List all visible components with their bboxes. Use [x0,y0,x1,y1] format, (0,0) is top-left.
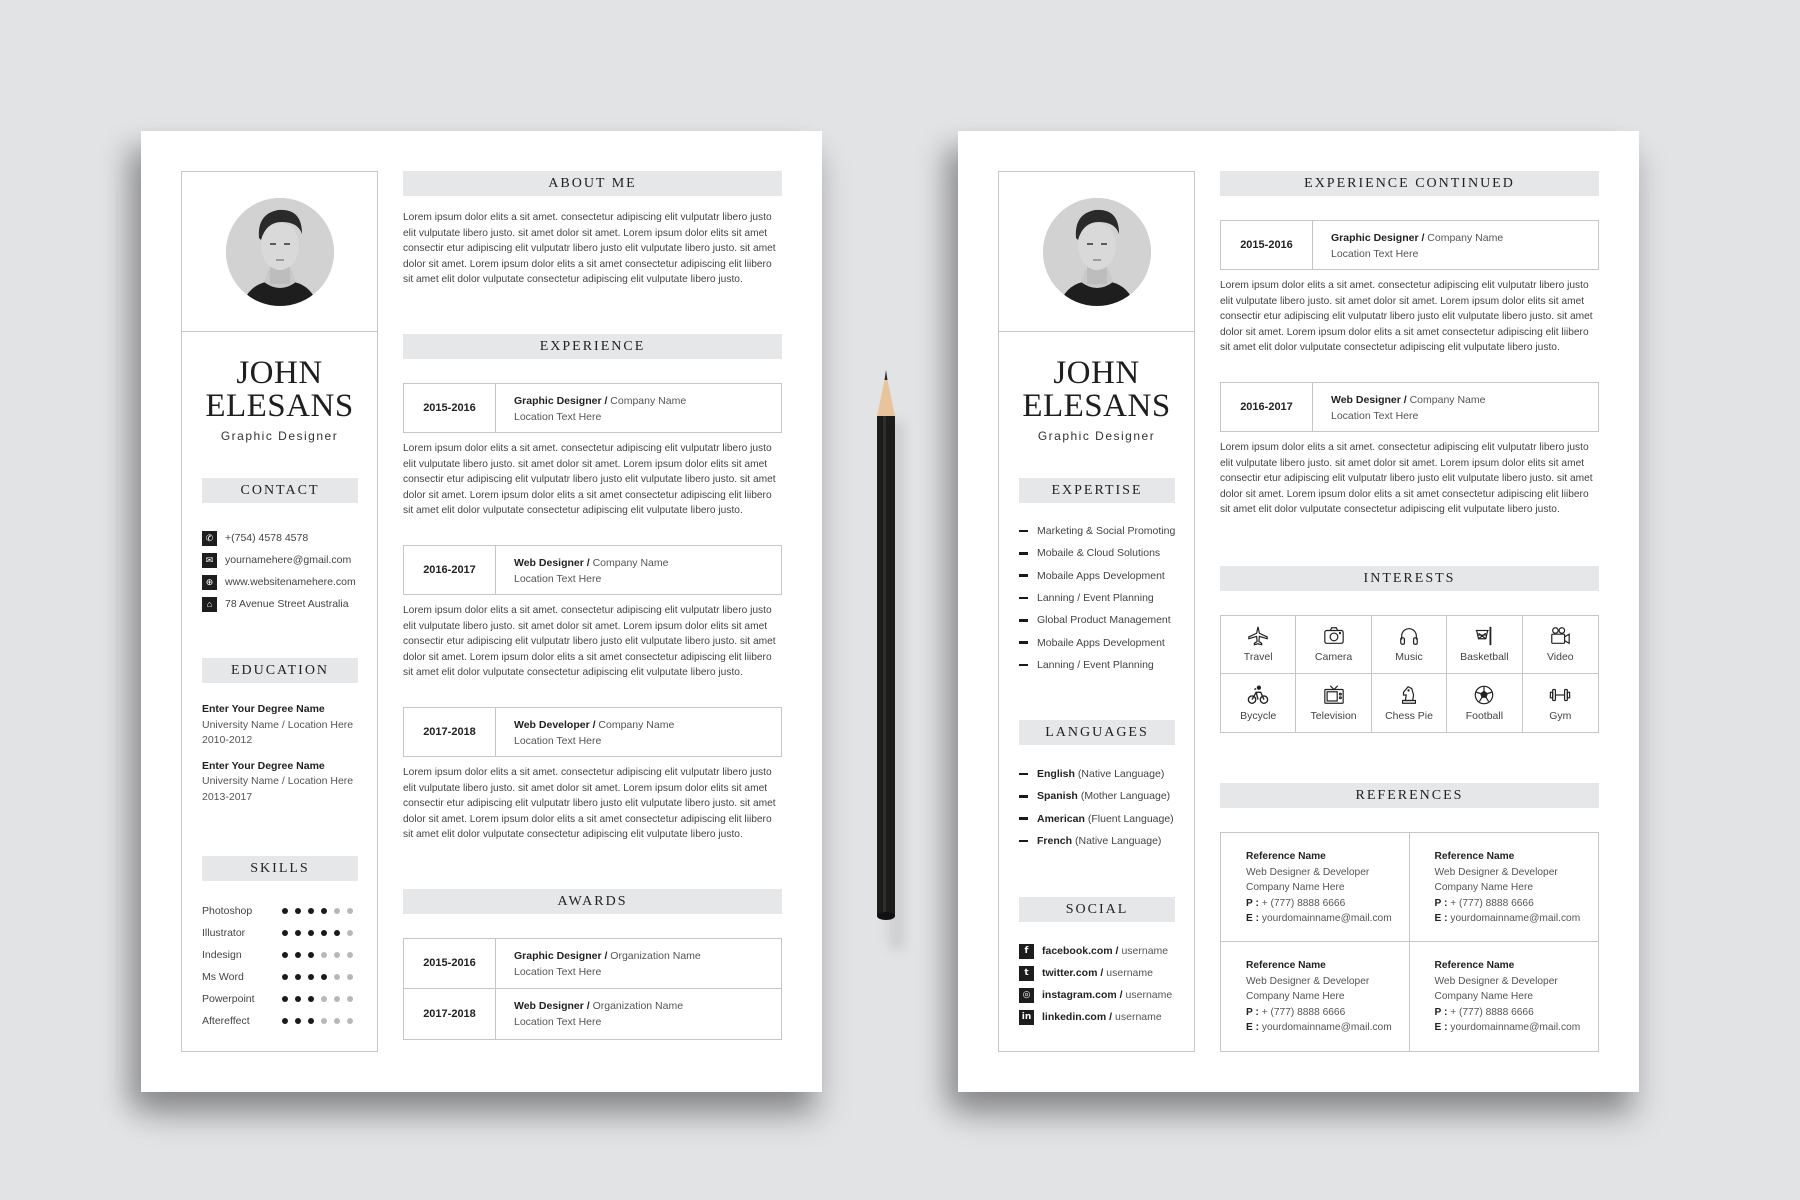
last-name: ELESANS [1022,388,1171,424]
interest-football: Football [1447,674,1522,732]
filled-dot-icon [308,996,314,1002]
expertise-heading: EXPERTISE [1019,478,1175,503]
skill-rating [282,908,353,914]
expertise-list [1019,520,1175,676]
football-icon [1473,684,1495,706]
empty-dot-icon [334,908,340,914]
photo-area [182,172,377,332]
awards-table [403,938,782,1040]
skill-name: Powerpoint [202,993,255,1005]
skills-heading: SKILLS [202,856,358,881]
references-heading: REFERENCES [1220,783,1599,808]
language-item: Spanish (Mother Language) [1019,785,1174,807]
phone-icon: ✆ [202,531,217,546]
skill-row [202,1010,362,1032]
skill-rating [282,996,353,1002]
interest-gym: Gym [1523,674,1598,732]
social-facebook[interactable]: f facebook.com / username [1019,940,1172,962]
airplane-icon [1247,625,1269,647]
languages-list [1019,763,1174,852]
interest-television: Television [1296,674,1371,732]
filled-dot-icon [295,1018,301,1024]
skills-list [202,900,362,1032]
sidebar [998,171,1195,1052]
interests-grid [1220,615,1599,733]
reference-card: Reference Name Web Designer & Developer Company Name Here P : + (777) 8888 6666 E : yourdomainname@mail.com [1221,833,1410,942]
experience-description: Lorem ipsum dolor elits a sit amet. consectetur adipiscing elit vulputatr libero justo elit vulputate libero justo. sit amet dolor sit amet. Lorem ipsum dolor elits sit amet consectir etur adipiscing elit vulputatr libero justo elit vulputate libero justo. sit amet dolor sit amet. Lorem ipsum dolor elits a sit amet consectetur adipiscing elit liibero sit amet elit dolor vulputate consectetur adipiscing elit vulputate libero justo. [403,604,776,679]
skill-name: Aftereffect [202,1015,250,1027]
filled-dot-icon [321,974,327,980]
contact-website[interactable]: ⊕ www.websitenamehere.com [202,571,356,593]
skill-name: Photoshop [202,905,253,917]
about-heading: ABOUT ME [403,171,782,196]
experience-description: Lorem ipsum dolor elits a sit amet. consectetur adipiscing elit vulputatr libero justo elit vulputate libero justo. sit amet dolor sit amet. Lorem ipsum dolor elits sit amet consectir etur adipiscing elit vulputatr libero justo elit vulputate libero justo. sit amet dolor sit amet. Lorem ipsum dolor elits a sit amet consectetur adipiscing elit liibero sit amet elit dolor vulputate consectetur adipiscing elit vulputate libero justo. [403,766,776,841]
awards-heading: AWARDS [403,889,782,914]
main-column [1220,171,1599,1052]
filled-dot-icon [282,996,288,1002]
skill-rating [282,930,353,936]
first-name: JOHN [236,355,323,391]
basketball-hoop-icon [1473,625,1495,647]
interest-chess: Chess Pie [1372,674,1447,732]
skill-rating [282,1018,353,1024]
interests-heading: INTERESTS [1220,566,1599,591]
resume-page-1 [141,131,822,1092]
expertise-item: Marketing & Social Promoting [1019,520,1175,542]
social-twitter[interactable]: t twitter.com / username [1019,962,1172,984]
education-item: Enter Your Degree Name University Name / Location Here 2010-2012 [202,703,354,746]
empty-dot-icon [334,974,340,980]
camera-icon [1323,625,1345,647]
experience-entry: 2016-2017 Web Designer / Company Name Location Text Here [1220,382,1599,432]
references-grid [1220,832,1599,1052]
dash-icon [1019,664,1028,667]
social-linkedin[interactable]: in linkedin.com / username [1019,1006,1172,1028]
twitter-icon: t [1019,966,1034,981]
education-item: Enter Your Degree Name University Name / Location Here 2013-2017 [202,759,354,803]
dash-icon [1019,773,1028,776]
contact-address: ⌂ 78 Avenue Street Australia [202,593,356,615]
dash-icon [1019,574,1028,577]
facebook-icon: f [1019,944,1034,959]
job-title: Graphic Designer [220,429,339,443]
filled-dot-icon [321,930,327,936]
filled-dot-icon [334,930,340,936]
dash-icon [1019,597,1028,600]
skill-row [202,944,362,966]
filled-dot-icon [295,974,301,980]
interest-video: Video [1523,616,1598,674]
dash-icon [1019,619,1028,622]
television-icon [1323,684,1345,706]
headphones-icon [1398,625,1420,647]
contact-heading: CONTACT [202,478,358,503]
filled-dot-icon [308,952,314,958]
empty-dot-icon [334,996,340,1002]
dash-icon [1019,840,1028,843]
empty-dot-icon [321,952,327,958]
skill-row [202,922,362,944]
interest-basketball: Basketball [1447,616,1522,674]
empty-dot-icon [321,996,327,1002]
interest-bicycle: Bycycle [1221,674,1296,732]
skill-name: Ms Word [202,971,244,983]
empty-dot-icon [347,974,353,980]
interest-music: Music [1372,616,1447,674]
empty-dot-icon [334,952,340,958]
video-camera-icon [1549,625,1571,647]
expertise-item: Mobaile Apps Development [1019,565,1175,587]
reference-card: Reference Name Web Designer & Developer Company Name Here P : + (777) 8888 6666 E : yourdomainname@mail.com [1221,942,1410,1051]
filled-dot-icon [282,974,288,980]
empty-dot-icon [347,952,353,958]
dash-icon [1019,552,1028,555]
filled-dot-icon [282,1018,288,1024]
reference-card: Reference Name Web Designer & Developer Company Name Here P : + (777) 8888 6666 E : yourdomainname@mail.com [1410,833,1599,942]
avatar [226,198,334,306]
skill-row [202,966,362,988]
linkedin-icon: in [1019,1010,1034,1025]
portrait-image [226,198,334,306]
education-heading: EDUCATION [202,658,358,683]
filled-dot-icon [308,974,314,980]
expertise-item: Lanning / Event Planning [1019,654,1175,676]
filled-dot-icon [308,1018,314,1024]
skill-name: Illustrator [202,927,246,939]
empty-dot-icon [347,930,353,936]
pencil-icon [876,370,896,922]
experience-description: Lorem ipsum dolor elits a sit amet. consectetur adipiscing elit vulputatr libero justo elit vulputate libero justo. sit amet dolor sit amet. Lorem ipsum dolor elits sit amet consectir etur adipiscing elit vulputatr libero justo elit vulputate libero justo. sit amet dolor sit amet. Lorem ipsum dolor elits a sit amet consectetur adipiscing elit liibero sit amet elit dolor vulputate consectetur adipiscing elit vulputate libero justo. [403,442,776,517]
social-list [1019,940,1172,1028]
empty-dot-icon [347,996,353,1002]
experience-description: Lorem ipsum dolor elits a sit amet. consectetur adipiscing elit vulputatr libero justo elit vulputate libero justo. sit amet dolor sit amet. Lorem ipsum dolor elits sit amet consectir etur adipiscing elit vulputatr libero justo elit vulputate libero justo. sit amet dolor sit amet. Lorem ipsum dolor elits a sit amet consectetur adipiscing elit liibero sit amet elit dolor vulputate consectetur adipiscing elit vulputate libero justo. [1220,441,1593,516]
experience-entry: 2016-2017 Web Designer / Company Name Location Text Here [403,545,782,595]
award-entry: 2015-2016 Graphic Designer / Organization Name Location Text Here [404,939,781,989]
reference-card: Reference Name Web Designer & Developer Company Name Here P : + (777) 8888 6666 E : yourdomainname@mail.com [1434,959,1581,1034]
instagram-icon: ◎ [1019,988,1034,1003]
social-instagram[interactable]: ◎ instagram.com / username [1019,984,1172,1006]
avatar [1043,198,1151,306]
bicycle-icon [1247,684,1269,706]
interest-travel: Travel [1221,616,1296,674]
first-name: JOHN [1053,355,1140,391]
mail-icon: ✉ [202,553,217,568]
globe-icon: ⊕ [202,575,217,590]
skill-name: Indesign [202,949,242,961]
filled-dot-icon [282,908,288,914]
portrait-image [1043,198,1151,306]
expertise-item: Mobaile & Cloud Solutions [1019,542,1175,564]
skill-rating [282,952,353,958]
skill-row [202,988,362,1010]
education-list [202,702,362,815]
filled-dot-icon [295,930,301,936]
about-text: Lorem ipsum dolor elits a sit amet. consectetur adipiscing elit vulputatr libero justo elit vulputate libero justo. sit amet dolor sit amet. Lorem ipsum dolor elits sit amet consectir etur adipiscing elit vulputatr libero justo elit vulputate libero justo. sit amet dolor sit amet. Lorem ipsum dolor elits a sit amet consectetur adipiscing elit liibero sit amet elit dolor vulputate consectetur adipiscing elit vulputate libero justo. [403,212,776,286]
language-item: American (Fluent Language) [1019,808,1174,830]
experience-entry: 2015-2016 Graphic Designer / Company Name Location Text Here [403,383,782,433]
experience-entry: 2017-2018 Web Developer / Company Name Location Text Here [403,707,782,757]
empty-dot-icon [321,1018,327,1024]
contact-phone: ✆ +(754) 4578 4578 [202,527,356,549]
sidebar [181,171,378,1052]
dash-icon [1019,795,1028,798]
chess-knight-icon [1398,684,1420,706]
photo-area [999,172,1194,332]
experience-description: Lorem ipsum dolor elits a sit amet. consectetur adipiscing elit vulputatr libero justo elit vulputate libero justo. sit amet dolor sit amet. Lorem ipsum dolor elits sit amet consectir etur adipiscing elit vulputatr libero justo elit vulputate libero justo. sit amet dolor sit amet. Lorem ipsum dolor elits a sit amet consectetur adipiscing elit liibero sit amet elit dolor vulputate consectetur adipiscing elit vulputate libero justo. [1220,280,1593,354]
expertise-item: Global Product Management [1019,609,1175,631]
filled-dot-icon [295,908,301,914]
languages-heading: LANGUAGES [1019,720,1175,745]
resume-page-2 [958,131,1639,1092]
job-title: Graphic Designer [1037,429,1156,443]
language-item: French (Native Language) [1019,830,1174,852]
filled-dot-icon [308,930,314,936]
filled-dot-icon [321,908,327,914]
dash-icon [1019,530,1028,533]
filled-dot-icon [308,908,314,914]
language-item: English (Native Language) [1019,763,1174,785]
empty-dot-icon [347,908,353,914]
expertise-item: Mobaile Apps Development [1019,631,1175,653]
empty-dot-icon [347,1018,353,1024]
filled-dot-icon [295,996,301,1002]
last-name: ELESANS [205,388,354,424]
experience-heading: EXPERIENCE [403,334,782,359]
dash-icon [1019,817,1028,820]
social-heading: SOCIAL [1019,897,1175,922]
interest-camera: Camera [1296,616,1371,674]
experience-continued-heading: EXPERIENCE CONTINUED [1220,171,1599,196]
dash-icon [1019,641,1028,644]
filled-dot-icon [282,930,288,936]
award-entry: 2017-2018 Web Designer / Organization Name Location Text Here [404,989,781,1039]
contact-email[interactable]: ✉ yournamehere@gmail.com [202,549,356,571]
expertise-item: Lanning / Event Planning [1019,587,1175,609]
filled-dot-icon [295,952,301,958]
experience-entry: 2015-2016 Graphic Designer / Company Name Location Text Here [1220,220,1599,270]
skill-rating [282,974,353,980]
main-column [403,171,782,1040]
contact-list [202,527,356,615]
dumbbell-icon [1549,684,1571,706]
empty-dot-icon [334,1018,340,1024]
filled-dot-icon [282,952,288,958]
skill-row [202,900,362,922]
home-icon: ⌂ [202,597,217,612]
